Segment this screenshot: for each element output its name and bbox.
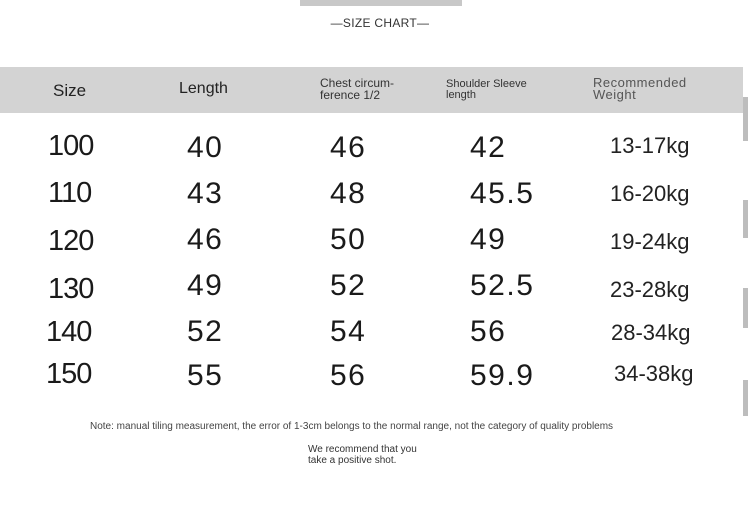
cell-chest: 50 <box>330 223 367 256</box>
header-weight-line2: Weight <box>593 87 637 102</box>
cell-length: 52 <box>187 315 224 348</box>
cell-chest: 52 <box>330 269 367 302</box>
cell-length: 55 <box>187 359 224 392</box>
table-header <box>0 67 743 113</box>
size-chart-title: —SIZE CHART— <box>330 16 430 30</box>
right-edge-mark <box>743 380 748 416</box>
cell-shoulder: 56 <box>470 315 507 348</box>
top-decorative-bar <box>300 0 462 6</box>
cell-size: 100 <box>48 130 94 162</box>
measurement-note: Note: manual tiling measurement, the error of 1-3cm belongs to the normal range, not the category of quality problems <box>90 421 614 432</box>
cell-shoulder: 52.5 <box>470 269 535 302</box>
header-recommended-weight <box>593 77 713 101</box>
right-edge-mark <box>743 200 748 238</box>
cell-shoulder: 42 <box>470 131 507 164</box>
cell-size: 120 <box>48 225 94 257</box>
header-length: Length <box>179 80 228 97</box>
cell-size: 130 <box>48 273 94 305</box>
shooting-advice <box>308 444 417 466</box>
cell-shoulder: 45.5 <box>470 177 535 210</box>
cell-weight: 28-34kg <box>611 320 691 345</box>
cell-weight: 23-28kg <box>610 277 690 302</box>
cell-length: 49 <box>187 269 224 302</box>
header-chest <box>320 77 430 101</box>
cell-chest: 54 <box>330 315 367 348</box>
cell-weight: 19-24kg <box>610 229 690 254</box>
cell-shoulder: 59.9 <box>470 359 535 392</box>
header-shoulder-line2: length <box>446 89 476 101</box>
cell-length: 40 <box>187 131 224 164</box>
header-shoulder-line1: Shoulder Sleeve <box>446 78 527 90</box>
header-shoulder-sleeve <box>446 79 566 101</box>
advice-line1: We recommend that you <box>308 444 417 455</box>
cell-chest: 46 <box>330 131 367 164</box>
cell-weight: 34-38kg <box>614 361 694 386</box>
cell-size: 140 <box>46 316 92 348</box>
cell-chest: 56 <box>330 359 367 392</box>
cell-length: 43 <box>187 177 224 210</box>
cell-shoulder: 49 <box>470 223 507 256</box>
cell-size: 110 <box>48 177 92 209</box>
cell-weight: 13-17kg <box>610 133 690 158</box>
header-weight-line1: Recommended <box>593 75 687 90</box>
cell-length: 46 <box>187 223 224 256</box>
right-edge-mark <box>743 288 748 328</box>
cell-size: 150 <box>46 358 92 390</box>
cell-weight: 16-20kg <box>610 181 690 206</box>
header-chest-line2: ference 1/2 <box>320 88 381 102</box>
advice-line2: take a positive shot. <box>308 455 397 466</box>
header-chest-line1: Chest circum- <box>320 76 395 90</box>
cell-chest: 48 <box>330 177 367 210</box>
right-edge-mark <box>743 97 748 141</box>
header-size: Size <box>53 81 87 100</box>
